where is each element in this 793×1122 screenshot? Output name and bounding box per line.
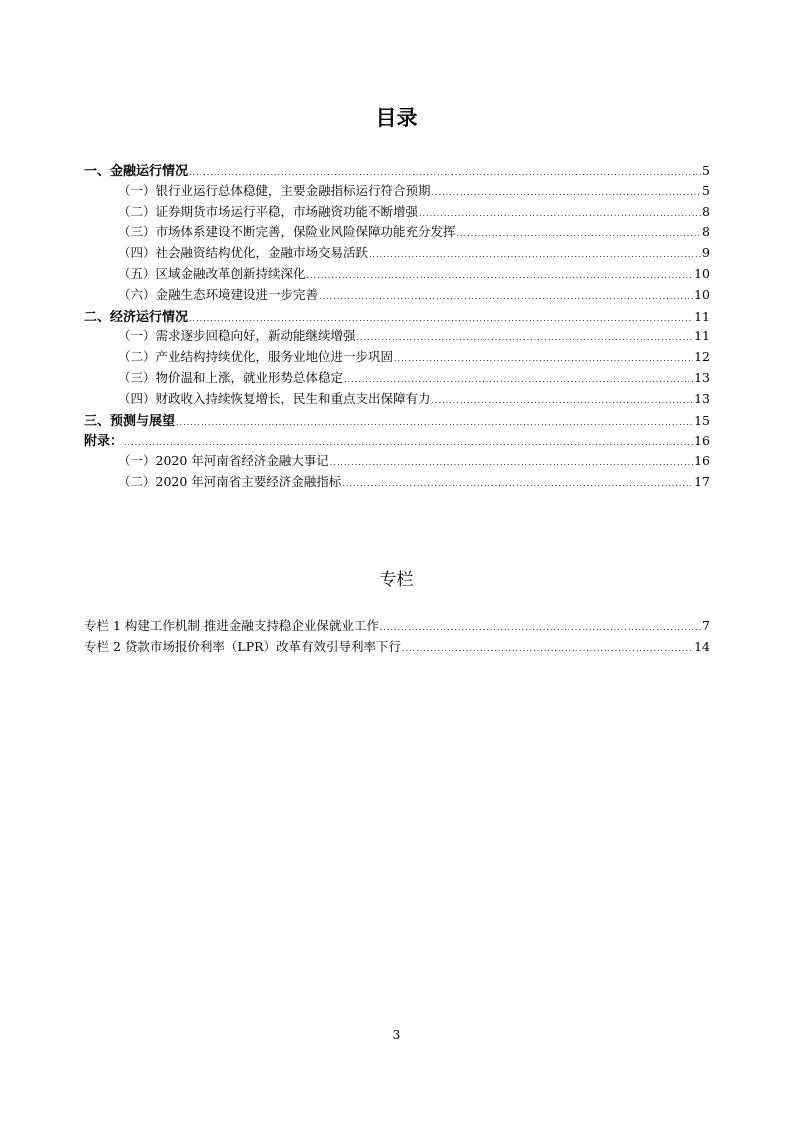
toc-entry[interactable]	[84, 637, 710, 658]
toc-entry-page: 11	[694, 328, 710, 344]
toc-entry[interactable]	[84, 389, 710, 410]
toc-entry-page: 14	[694, 638, 710, 654]
dot-leader	[176, 418, 693, 427]
toc-entry-page: 16	[694, 453, 710, 469]
toc-entry-page: 10	[694, 265, 710, 281]
dot-leader	[319, 292, 693, 301]
toc-entry-page: 12	[694, 349, 710, 365]
toc-entry-label: （五）区域金融改革创新持续深化	[118, 265, 306, 281]
toc-entry[interactable]	[84, 222, 710, 243]
toc-entry-page: 16	[694, 433, 710, 449]
toc-entry[interactable]	[84, 430, 710, 451]
toc-entry[interactable]	[84, 368, 710, 389]
dot-leader	[124, 438, 693, 447]
dot-leader	[402, 644, 693, 653]
toc-entry-label: 二、经济运行情况	[84, 309, 189, 325]
toc-entry-page: 5	[702, 182, 710, 198]
toc-entry[interactable]	[84, 264, 710, 285]
table-of-contents	[84, 160, 710, 493]
toc-entry-label: （三）市场体系建设不断完善，保险业风险保障功能充分发挥	[118, 224, 456, 240]
toc-entry-label: （六）金融生态环境建设进一步完善	[118, 286, 319, 302]
dot-leader	[394, 354, 693, 363]
dot-leader	[307, 271, 694, 280]
dot-leader	[189, 168, 701, 177]
toc-entry-page: 17	[694, 473, 710, 489]
toc-entry-page: 13	[694, 369, 710, 385]
dot-leader	[369, 250, 701, 259]
toc-entry-label: （一）银行业运行总体稳健，主要金融指标运行符合预期	[118, 182, 431, 198]
toc-entry[interactable]	[84, 181, 710, 202]
toc-entry[interactable]	[84, 160, 710, 181]
toc-entry-label: 附录：	[84, 434, 124, 450]
toc-entry-page: 11	[694, 308, 710, 324]
toc-entry-label: 一、金融运行情况	[84, 164, 189, 179]
dot-leader	[432, 396, 694, 405]
toc-entry-label: （二）产业结构持续优化，服务业地位进一步巩固	[118, 349, 394, 365]
toc-entry-label: （三）物价温和上涨，就业形势总体稳定	[118, 369, 344, 385]
toc-entry-label: 专栏 2 贷款市场报价利率（LPR）改革有效引导利率下行	[84, 638, 402, 654]
column-section-title: 专栏	[379, 570, 414, 590]
toc-entry-page: 10	[694, 286, 710, 302]
toc-entry-label: （四）财政收入持续恢复增长，民生和重点支出保障有力	[118, 390, 431, 406]
toc-entry[interactable]	[84, 472, 710, 493]
column-list	[84, 616, 710, 658]
toc-entry-label: （一）需求逐步回稳向好，新动能继续增强	[118, 328, 356, 344]
toc-entry[interactable]	[84, 306, 710, 327]
dot-leader	[419, 209, 701, 218]
dot-leader	[432, 188, 702, 197]
toc-entry-page: 8	[702, 224, 710, 240]
toc-title: 目录	[375, 106, 418, 130]
toc-entry[interactable]	[84, 202, 710, 223]
toc-entry-label: （二）证券期货市场运行平稳，市场融资功能不断增强	[118, 203, 419, 219]
dot-leader	[380, 623, 701, 632]
toc-entry-page: 13	[694, 390, 710, 406]
toc-entry[interactable]	[84, 616, 710, 637]
toc-entry[interactable]	[84, 243, 710, 264]
dot-leader	[457, 229, 702, 238]
toc-entry-page: 5	[702, 163, 710, 178]
toc-entry-page: 7	[702, 618, 710, 633]
toc-entry-label: （二）2020 年河南省主要经济金融指标	[118, 473, 342, 489]
toc-entry[interactable]	[84, 326, 710, 347]
dot-leader	[330, 458, 693, 467]
toc-entry-label: （四）社会融资结构优化，金融市场交易活跃	[118, 245, 369, 261]
toc-entry[interactable]	[84, 410, 710, 431]
toc-entry-page: 9	[702, 245, 710, 261]
toc-entry-label: 三、预测与展望	[84, 413, 176, 429]
toc-entry[interactable]	[84, 451, 710, 472]
toc-entry-label: （一）2020 年河南省经济金融大事记	[118, 453, 329, 469]
toc-entry[interactable]	[84, 347, 710, 368]
dot-leader	[342, 479, 693, 488]
dot-leader	[357, 333, 694, 342]
toc-entry-page: 15	[694, 412, 710, 428]
page-number: 3	[392, 1028, 401, 1042]
dot-leader	[189, 314, 693, 323]
dot-leader	[344, 375, 693, 384]
toc-entry-label: 专栏 1 构建工作机制 推进金融支持稳企业保就业工作	[84, 618, 379, 633]
toc-entry-page: 8	[702, 203, 710, 219]
toc-entry[interactable]	[84, 285, 710, 306]
